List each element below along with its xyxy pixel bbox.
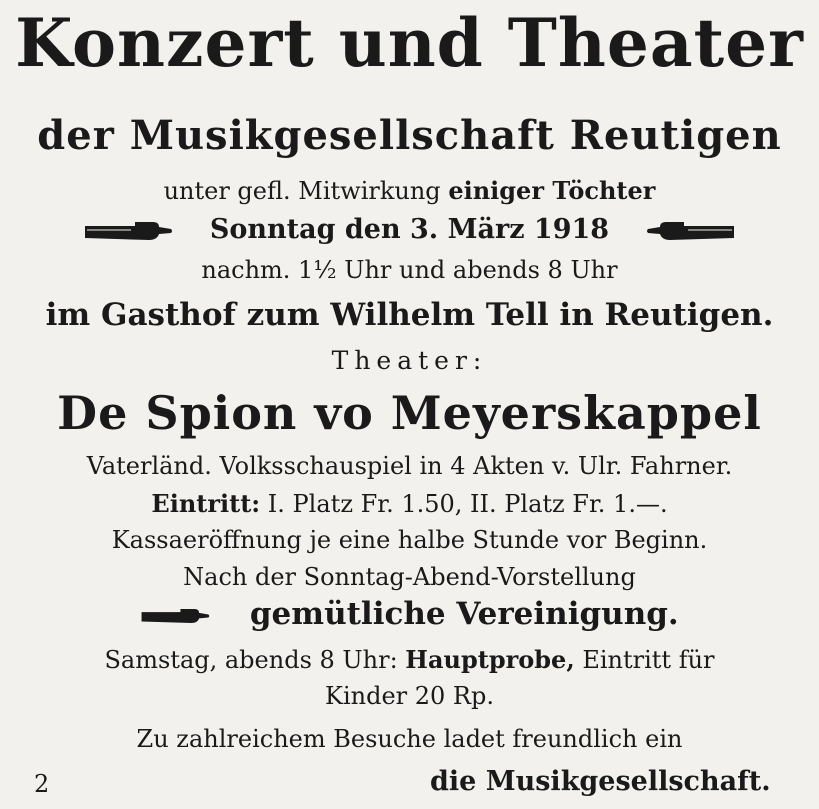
gathering-line [0,596,819,632]
rehearsal-line [0,645,819,674]
rehearsal-emphasis: Hauptprobe, [405,645,575,674]
box-office-line: Kassaeröffnung je eine halbe Stunde vor Beginn. [111,526,708,554]
event-date: Sonntag den 3. März 1918 [209,214,610,245]
admission-label: Eintritt: [151,489,261,518]
theater-label: Theater: [331,346,488,375]
page-number: 2 [34,770,50,798]
organizer-line: der Musikgesellschaft Reutigen [37,112,782,159]
children-price-line: Kinder 20 Rp. [325,682,494,710]
gathering-text: gemütliche Vereinigung. [249,596,679,632]
play-title: De Spion vo Meyerskappel [57,386,762,440]
pointing-hand-right-icon [140,605,210,627]
pointing-hand-right-icon [83,218,173,244]
ad-title: Konzert und Theater [15,4,804,82]
invitation-line: Zu zahlreichem Besuche ladet freundlich ein [136,725,683,753]
participation-line [0,176,819,205]
rehearsal-prefix: Samstag, abends 8 Uhr: [104,646,398,674]
participation-emphasis: einiger Töchter [448,176,656,205]
times-line: nachm. 1½ Uhr und abends 8 Uhr [201,256,618,284]
venue-line: im Gasthof zum Wilhelm Tell in Reutigen. [45,297,774,333]
pointing-hand-left-icon [646,218,736,244]
participation-prefix: unter gefl. Mitwirkung [163,177,441,205]
signature: die Musikgesellschaft. [430,766,771,797]
date-line [0,214,819,245]
play-description: Vaterländ. Volksschauspiel in 4 Akten v. Ulr. Fahrner. [86,452,733,480]
after-show-line: Nach der Sonntag-Abend-Vorstellung [183,563,636,591]
admission-line [0,489,819,518]
admission-prices: I. Platz Fr. 1.50, II. Platz Fr. 1.—. [267,490,668,518]
rehearsal-suffix: Eintritt für [582,646,715,674]
